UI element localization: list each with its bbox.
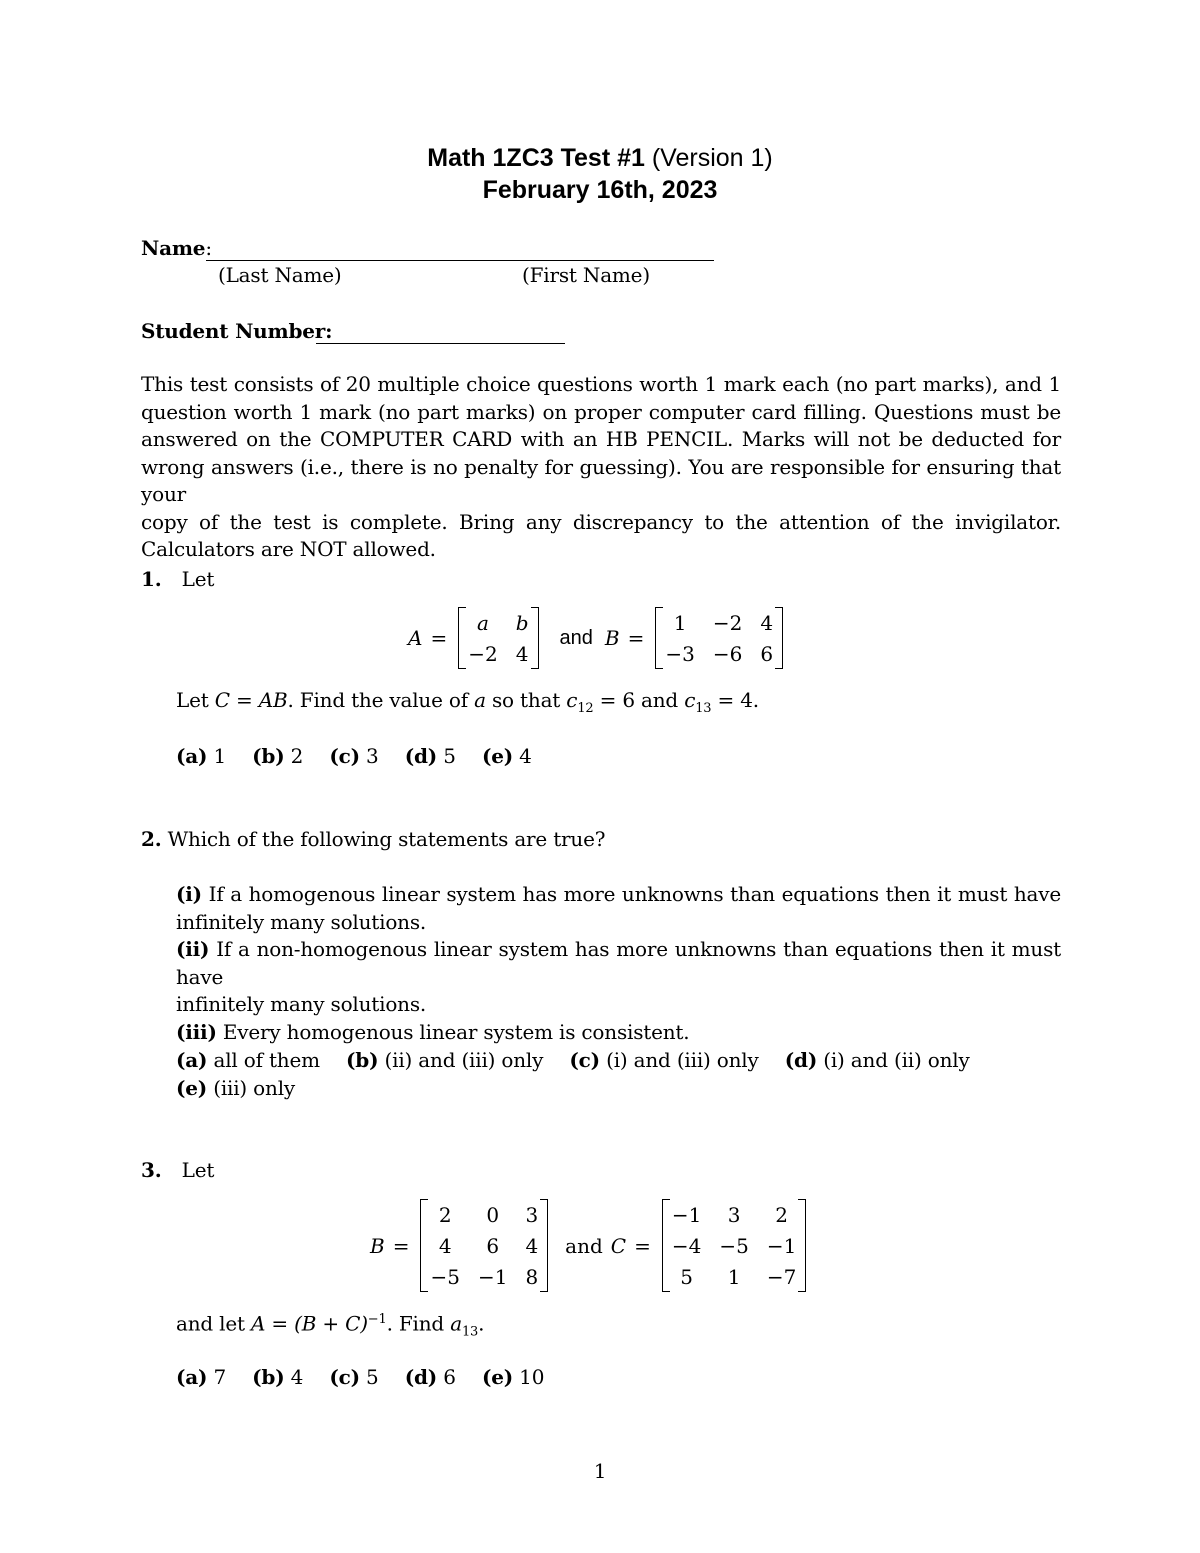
matrix-B-cell: −3 <box>665 641 695 666</box>
choice[interactable] <box>482 744 532 768</box>
page-number: 1 <box>593 1459 607 1483</box>
first-name-caption: (First Name) <box>522 263 650 287</box>
choice-label: (e) <box>481 1365 513 1389</box>
choice[interactable] <box>785 1048 970 1072</box>
choice[interactable] <box>176 1048 320 1072</box>
matrix-C-cell: −7 <box>766 1264 797 1289</box>
question-2-number: 2. <box>141 827 162 851</box>
math-var: a <box>450 1311 462 1336</box>
subscript: 13 <box>695 701 712 716</box>
prompt-text: Let <box>176 688 215 712</box>
question-1-number: 1. <box>141 567 162 591</box>
prompt-text: . <box>478 1311 485 1336</box>
choice-value: 4 <box>290 1365 304 1389</box>
matrix-A-cell: 4 <box>515 641 529 666</box>
prompt-text: so that <box>485 688 567 712</box>
choice[interactable] <box>405 744 456 768</box>
superscript: −1 <box>367 1312 387 1327</box>
math-var: c <box>566 688 578 712</box>
statement-line <box>176 881 1061 909</box>
question-2-statements <box>176 881 1061 1046</box>
matrix-B-cell: −6 <box>712 641 743 666</box>
question-1-matrices <box>408 607 786 669</box>
choice-label: (a) <box>176 1048 208 1072</box>
choice-label: (d) <box>784 1048 818 1072</box>
matrix-B-cell: 3 <box>525 1202 539 1227</box>
instructions-line: copy of the test is complete. Bring any discrepancy to the attention of the invigilator. <box>141 509 1061 534</box>
matrix-B-cell: 4 <box>438 1233 452 1258</box>
and-word: and <box>565 1233 603 1258</box>
matrix-B <box>656 607 782 669</box>
choice-label: (e) <box>481 744 513 768</box>
matrix-A <box>459 607 537 669</box>
prompt-text: = <box>229 688 259 712</box>
prompt-text: . Find the value of <box>287 688 475 712</box>
statement-text: If a homogenous linear system has more unknowns than equations then it must have <box>201 882 1061 906</box>
choice-value: 5 <box>366 1365 379 1389</box>
choice-value: (iii) only <box>213 1075 296 1100</box>
choice-label: (b) <box>346 1048 379 1072</box>
choice[interactable] <box>329 744 378 768</box>
statement-label: (i) <box>176 882 202 906</box>
choice-label: (b) <box>252 1365 285 1389</box>
matrix-B-cell: 4 <box>525 1233 539 1258</box>
matrix-B-name: B <box>604 626 620 650</box>
matrix-A-cell: b <box>515 610 529 635</box>
choice[interactable] <box>329 1365 378 1389</box>
exam-title-main: Math 1ZC3 Test #1 <box>427 144 645 172</box>
matrix-C-cell: −4 <box>671 1233 702 1258</box>
choice-value: 10 <box>519 1365 545 1389</box>
choice[interactable] <box>346 1048 543 1072</box>
last-name-caption: (Last Name) <box>218 263 342 287</box>
choice[interactable] <box>176 1076 295 1100</box>
matrix-B-cell: −1 <box>477 1264 508 1289</box>
instructions <box>141 371 1061 564</box>
choice-value: 2 <box>290 744 304 768</box>
statement-label: (iii) <box>176 1019 217 1044</box>
statement-line: infinitely many solutions. <box>176 909 427 934</box>
choice-value: 1 <box>213 744 226 768</box>
instructions-line: answered on the COMPUTER CARD with an HB PENCIL. Marks will not be deducted for <box>141 427 1061 451</box>
question-3-intro: Let <box>181 1158 215 1182</box>
math-var: C <box>214 688 230 712</box>
matrix-B-cell: −2 <box>712 610 743 635</box>
matrix-C-cell: −1 <box>671 1202 702 1227</box>
prompt-text: and let <box>176 1311 251 1336</box>
instructions-line: This test consists of 20 multiple choice questions worth 1 mark each (no part marks), and 1 <box>141 372 1061 396</box>
name-blank-line[interactable] <box>206 260 714 261</box>
question-3-choices <box>176 1364 544 1392</box>
statement-line: infinitely many solutions. <box>176 992 427 1016</box>
exam-date: February 16th, 2023 <box>482 176 718 204</box>
question-3-header <box>141 1157 214 1185</box>
choice[interactable] <box>252 1365 303 1389</box>
matrix-A-cell: −2 <box>468 641 498 666</box>
choice[interactable] <box>176 744 226 768</box>
choice-label: (c) <box>569 1048 600 1072</box>
matrix-C-cell: 1 <box>727 1264 741 1289</box>
equals-sign: = <box>634 1233 651 1258</box>
choice-value: 6 <box>443 1365 456 1389</box>
instructions-line: question worth 1 mark (no part marks) on proper computer card filling. Questions must be <box>141 399 1061 424</box>
matrix-B-cell: 2 <box>438 1202 452 1227</box>
name-colon: : <box>205 236 212 260</box>
equals-sign: = <box>627 626 645 650</box>
choice-value: 3 <box>366 744 379 768</box>
math-var: a <box>474 688 486 712</box>
choice[interactable] <box>482 1365 544 1389</box>
student-number-label: Student Number: <box>141 319 333 343</box>
subscript: 13 <box>461 1324 479 1340</box>
equals-sign: = <box>392 1233 410 1258</box>
question-1-choices <box>176 743 532 771</box>
choice-label: (d) <box>404 1365 438 1389</box>
math-var: c <box>684 688 696 712</box>
equals-sign: = <box>430 626 448 650</box>
choice-value: (i) and (iii) only <box>606 1048 759 1072</box>
matrix-B-cell: −5 <box>430 1264 460 1289</box>
subscript: 12 <box>577 701 594 716</box>
question-3-number: 3. <box>141 1158 162 1182</box>
matrix-C-name: C <box>610 1233 627 1258</box>
question-1-prompt <box>176 687 759 723</box>
choice[interactable] <box>176 1365 226 1389</box>
matrix-A-name: A <box>408 626 423 650</box>
matrix-A-cell: a <box>476 610 489 635</box>
statement-line <box>176 936 1061 991</box>
choice-label: (d) <box>404 744 438 768</box>
instructions-line: Calculators are NOT allowed. <box>141 537 436 561</box>
matrix-C-cell: −5 <box>719 1233 749 1258</box>
question-2-choices <box>176 1047 970 1102</box>
matrix-B-cell: 4 <box>760 610 774 635</box>
choice-value: 4 <box>519 744 532 768</box>
question-1-header <box>141 566 214 594</box>
matrix-B-cell: 0 <box>486 1202 500 1227</box>
matrix-C-cell: 5 <box>680 1264 693 1289</box>
question-3-matrices <box>370 1199 809 1292</box>
and-word: and <box>559 626 593 649</box>
choice-label: (c) <box>329 1365 360 1389</box>
question-3-prompt <box>176 1306 484 1346</box>
prompt-text: = 6 and <box>593 688 685 712</box>
question-2-header <box>141 826 605 854</box>
choice-value: 5 <box>443 744 456 768</box>
student-number-blank-line[interactable] <box>316 343 565 344</box>
question-2-text: Which of the following statements are true? <box>167 827 606 851</box>
choice[interactable] <box>569 1048 758 1072</box>
math-var: AB <box>258 688 288 712</box>
matrix-B-cell: 1 <box>673 610 687 635</box>
matrix-C-cell: 2 <box>775 1202 788 1227</box>
matrix-C <box>663 1199 805 1292</box>
instructions-line: wrong answers (i.e., there is no penalty for guessing). You are responsible for ensuring that your <box>141 454 1061 506</box>
choice-label: (b) <box>252 744 285 768</box>
matrix-B-cell: 6 <box>760 641 774 666</box>
question-1-intro: Let <box>181 567 215 591</box>
choice[interactable] <box>405 1365 456 1389</box>
name-field <box>141 235 212 263</box>
math-expression: A = (B + C) <box>251 1311 368 1336</box>
name-label: Name <box>141 236 206 260</box>
choice-value: all of them <box>213 1048 320 1072</box>
choice[interactable] <box>252 744 303 768</box>
statement-line <box>176 1019 1061 1047</box>
statement-text: Every homogenous linear system is consistent. <box>216 1019 690 1044</box>
choice-label: (e) <box>176 1075 208 1100</box>
choice-label: (a) <box>176 1365 208 1389</box>
prompt-text: = 4. <box>711 688 759 712</box>
choice-value: (i) and (ii) only <box>823 1048 970 1072</box>
choice-label: (c) <box>329 744 360 768</box>
prompt-text: . Find <box>386 1311 451 1336</box>
matrix-B-name: B <box>370 1233 385 1258</box>
matrix-B <box>421 1199 547 1292</box>
matrix-B-cell: 8 <box>525 1264 539 1289</box>
choice-label: (a) <box>176 744 208 768</box>
matrix-C-cell: 3 <box>727 1202 741 1227</box>
exam-version: (Version 1) <box>651 144 773 172</box>
exam-title <box>0 144 1200 173</box>
statement-label: (ii) <box>176 937 210 961</box>
matrix-B-cell: 6 <box>486 1233 500 1258</box>
statement-text: If a non-homogenous linear system has more unknowns than equations then it must have <box>176 937 1061 989</box>
choice-value: 7 <box>213 1365 226 1389</box>
choice-value: (ii) and (iii) only <box>384 1048 544 1072</box>
matrix-C-cell: −1 <box>766 1233 797 1258</box>
